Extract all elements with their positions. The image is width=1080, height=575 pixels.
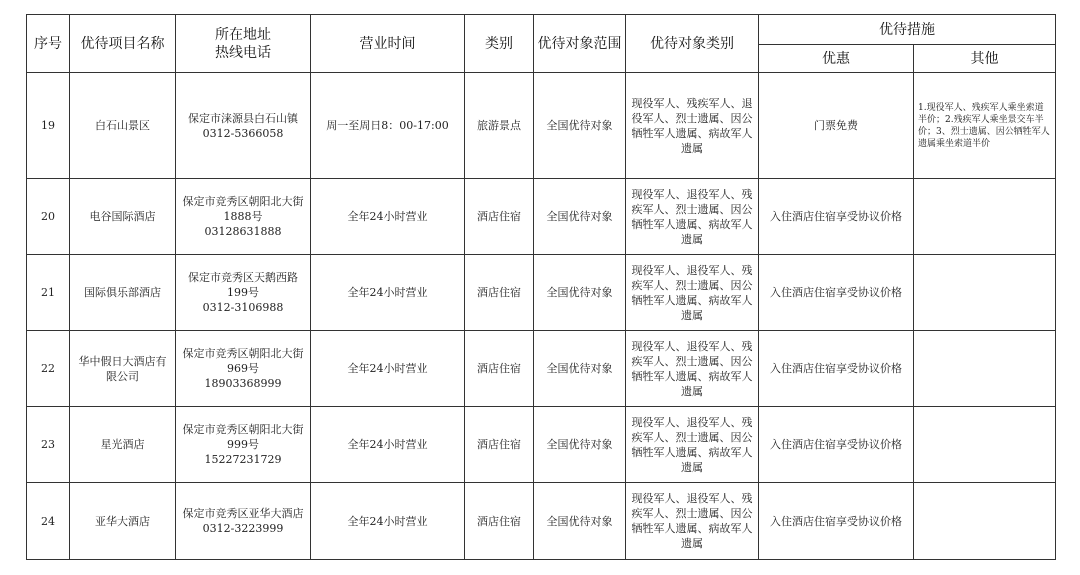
cell-hours: 全年24小时营业: [311, 331, 465, 407]
cell-project-name: 国际俱乐部酒店: [70, 255, 176, 331]
cell-address-phone: 保定市涞源县白石山镇 0312-5366058: [176, 73, 311, 179]
cell-discount: 入住酒店住宿享受协议价格: [759, 483, 914, 560]
header-category: 类别: [465, 15, 534, 73]
cell-category: 酒店住宿: [465, 331, 534, 407]
cell-seq: 24: [27, 483, 70, 560]
cell-scope: 全国优待对象: [534, 179, 626, 255]
cell-hours: 全年24小时营业: [311, 179, 465, 255]
cell-scope: 全国优待对象: [534, 255, 626, 331]
cell-discount: 门票免费: [759, 73, 914, 179]
cell-discount: 入住酒店住宿享受协议价格: [759, 179, 914, 255]
cell-category: 酒店住宿: [465, 483, 534, 560]
header-scope: 优待对象范围: [534, 15, 626, 73]
cell-other: [914, 407, 1056, 483]
table-row: [27, 483, 1056, 560]
cell-discount: 入住酒店住宿享受协议价格: [759, 255, 914, 331]
cell-address-phone: 保定市竞秀区朝阳北大街1888号 03128631888: [176, 179, 311, 255]
table-row: [27, 73, 1056, 179]
table-row: [27, 407, 1056, 483]
cell-other: [914, 483, 1056, 560]
cell-category: 旅游景点: [465, 73, 534, 179]
cell-target-type: 现役军人、退役军人、残疾军人、烈士遗属、因公牺牲军人遗属、病故军人遗属: [626, 483, 759, 560]
cell-other: [914, 331, 1056, 407]
cell-hours: 全年24小时营业: [311, 407, 465, 483]
cell-seq: 21: [27, 255, 70, 331]
cell-target-type: 现役军人、退役军人、残疾军人、烈士遗属、因公牺牲军人遗属、病故军人遗属: [626, 255, 759, 331]
cell-target-type: 现役军人、退役军人、残疾军人、烈士遗属、因公牺牲军人遗属、病故军人遗属: [626, 407, 759, 483]
cell-address-phone: 保定市竞秀区朝阳北大街969号 18903368999: [176, 331, 311, 407]
cell-hours: 全年24小时营业: [311, 255, 465, 331]
cell-discount: 入住酒店住宿享受协议价格: [759, 407, 914, 483]
header-other: 其他: [914, 45, 1056, 73]
cell-scope: 全国优待对象: [534, 483, 626, 560]
cell-address-phone: 保定市竞秀区天鹅西路199号 0312-3106988: [176, 255, 311, 331]
cell-other: [914, 255, 1056, 331]
cell-target-type: 现役军人、退役军人、残疾军人、烈士遗属、因公牺牲军人遗属、病故军人遗属: [626, 179, 759, 255]
cell-seq: 22: [27, 331, 70, 407]
table-row: [27, 255, 1056, 331]
cell-category: 酒店住宿: [465, 255, 534, 331]
cell-discount: 入住酒店住宿享受协议价格: [759, 331, 914, 407]
table-row: [27, 331, 1056, 407]
header-address: 所在地址 热线电话: [176, 15, 311, 73]
table-row: [27, 179, 1056, 255]
cell-address-phone: 保定市竞秀区亚华大酒店 0312-3223999: [176, 483, 311, 560]
cell-hours: 全年24小时营业: [311, 483, 465, 560]
benefits-table: [26, 14, 1056, 560]
cell-project-name: 白石山景区: [70, 73, 176, 179]
header-name: 优待项目名称: [70, 15, 176, 73]
cell-category: 酒店住宿: [465, 407, 534, 483]
cell-seq: 19: [27, 73, 70, 179]
cell-other: [914, 179, 1056, 255]
header-discount: 优惠: [759, 45, 914, 73]
cell-seq: 23: [27, 407, 70, 483]
header-target-type: 优待对象类别: [626, 15, 759, 73]
cell-project-name: 电谷国际酒店: [70, 179, 176, 255]
cell-hours: 周一至周日8：00-17:00: [311, 73, 465, 179]
cell-target-type: 现役军人、残疾军人、退役军人、烈士遗属、因公牺牲军人遗属、病故军人遗属: [626, 73, 759, 179]
cell-seq: 20: [27, 179, 70, 255]
cell-scope: 全国优待对象: [534, 73, 626, 179]
header-measures: 优待措施: [759, 15, 1056, 45]
cell-project-name: 星光酒店: [70, 407, 176, 483]
cell-project-name: 亚华大酒店: [70, 483, 176, 560]
cell-category: 酒店住宿: [465, 179, 534, 255]
cell-other: 1.现役军人、残疾军人乘坐索道半价；2.残疾军人乘坐景交车半价；3、烈士遗属、因公牺牲军人遗属乘坐索道半价: [914, 73, 1056, 179]
cell-target-type: 现役军人、退役军人、残疾军人、烈士遗属、因公牺牲军人遗属、病故军人遗属: [626, 331, 759, 407]
cell-project-name: 华中假日大酒店有限公司: [70, 331, 176, 407]
header-seq: 序号: [27, 15, 70, 73]
cell-scope: 全国优待对象: [534, 331, 626, 407]
header-hours: 营业时间: [311, 15, 465, 73]
cell-scope: 全国优待对象: [534, 407, 626, 483]
cell-address-phone: 保定市竞秀区朝阳北大街999号 15227231729: [176, 407, 311, 483]
